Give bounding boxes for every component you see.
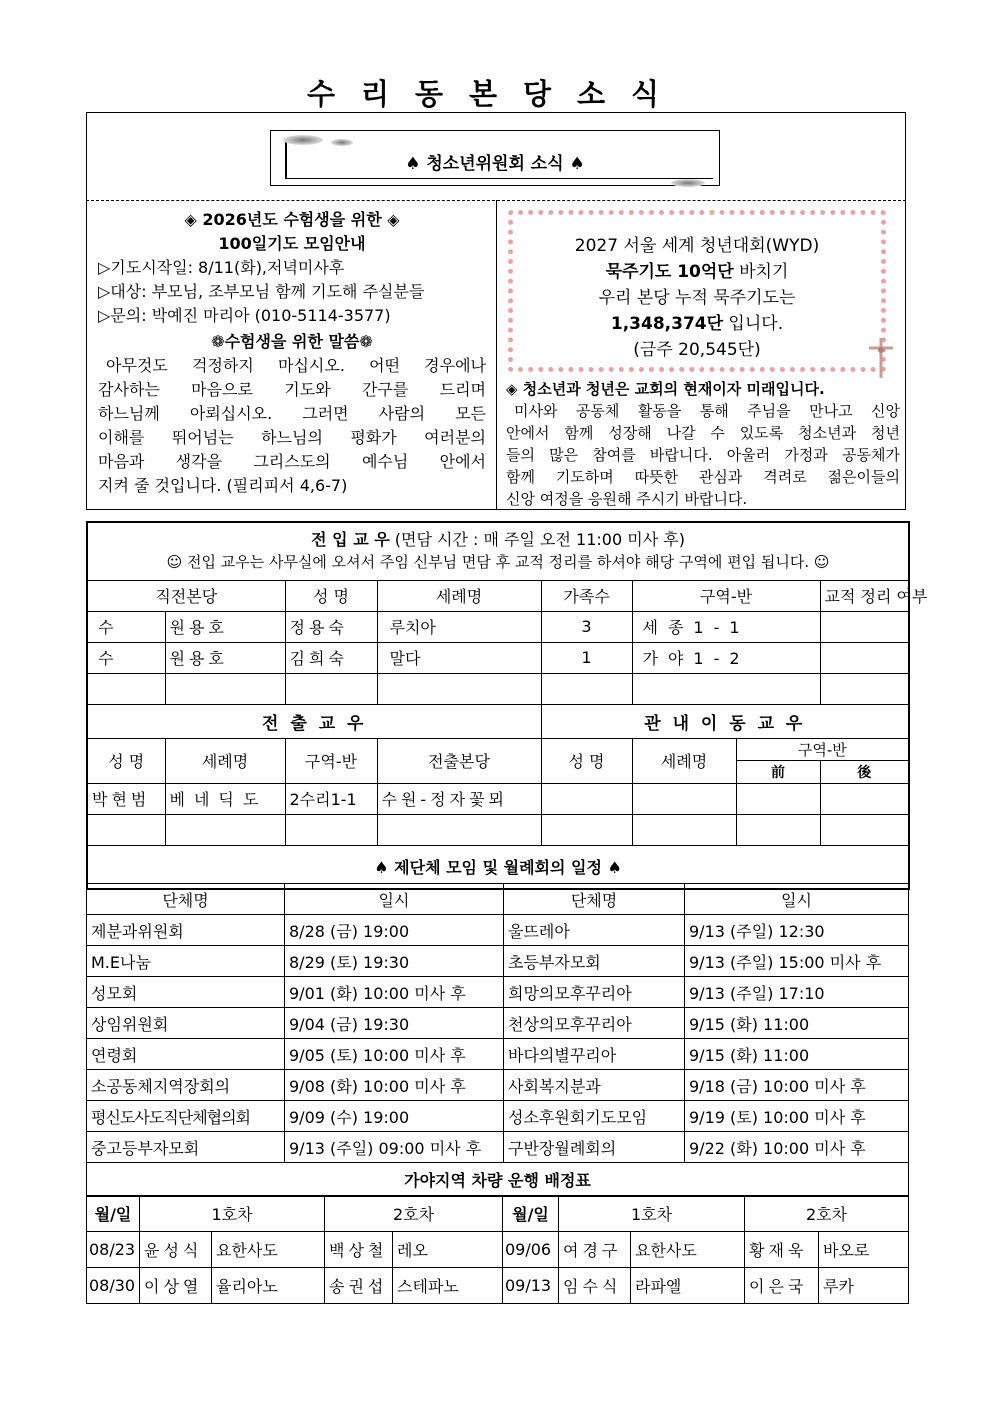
destination-cell: 수원-정자꽃뫼 — [377, 783, 541, 814]
col-header: 일시 — [685, 884, 909, 915]
driver-baptismal: 스테파노 — [393, 1268, 503, 1304]
youth-line: 안에서 함께 성장해 나갈 수 있도록 청소년과 청년 — [506, 424, 900, 442]
group-date: 9/05 (토) 10:00 미사 후 — [285, 1039, 504, 1070]
internal-move-title: 관 내 이 동 교 우 — [541, 704, 909, 738]
date-cell: 08/23 — [87, 1232, 140, 1268]
name-cell: 김희숙 — [285, 642, 377, 673]
group-name: 중고등부자모회 — [87, 1132, 285, 1163]
table-row — [87, 611, 909, 642]
col-header: 단체명 — [87, 884, 285, 915]
col-header: 전출본당 — [377, 738, 541, 783]
col-header: 월/일 — [87, 1196, 140, 1232]
youth-line: 미사와 공동체 활동을 통해 주님을 만나고 신앙 — [514, 402, 900, 420]
transfer-in-title-row — [87, 522, 909, 580]
group-date: 9/18 (금) 10:00 미사 후 — [685, 1070, 909, 1101]
rosary-line — [513, 259, 881, 285]
group-date: 9/08 (화) 10:00 미사 후 — [285, 1070, 504, 1101]
col-header: 직전본당 — [87, 580, 285, 611]
driver-name: 윤성식 — [140, 1232, 212, 1268]
group-date: 9/04 (금) 19:30 — [285, 1008, 504, 1039]
transfer-in-header — [87, 522, 909, 580]
vehicle-headers — [87, 1196, 909, 1232]
driver-baptismal: 율리아노 — [212, 1268, 325, 1304]
baptismal-cell: 말다 — [377, 642, 541, 673]
transfer-out-title: 전 출 교 우 — [87, 704, 541, 738]
exam-prayer-notice — [98, 208, 486, 498]
col-header: 구역-반 — [285, 738, 377, 783]
notice-heading: ◈ 2026년도 수험생을 위한 ◈ — [184, 210, 400, 229]
driver-baptismal: 라파엘 — [631, 1268, 745, 1304]
ink-splash-icon — [331, 139, 353, 146]
youth-message — [506, 378, 900, 510]
prev-parish-a: 수 — [87, 611, 165, 642]
youth-banner — [270, 130, 720, 186]
table-row — [87, 915, 909, 946]
driver-name: 이은국 — [745, 1268, 819, 1304]
col-header: 단체명 — [504, 884, 685, 915]
col-header: 일시 — [285, 884, 504, 915]
col-header: 1호차 — [559, 1196, 745, 1232]
table-row — [87, 946, 909, 977]
vehicle-table — [86, 1195, 909, 1304]
table-row — [87, 783, 909, 814]
group-name: 제분과위원회 — [87, 915, 285, 946]
group-name: M.E나눔 — [87, 946, 285, 977]
group-name: 상임위원회 — [87, 1008, 285, 1039]
table-row — [87, 814, 909, 845]
vehicle-title: 가야지역 차량 운행 배정표 — [87, 1163, 909, 1197]
group-date: 9/13 (주일) 09:00 미사 후 — [285, 1132, 504, 1163]
family-cell: 3 — [541, 611, 632, 642]
driver-baptismal: 바오로 — [819, 1232, 909, 1268]
table-row — [87, 1268, 909, 1304]
table-row — [87, 1039, 909, 1070]
driver-baptismal: 루카 — [819, 1268, 909, 1304]
words-line: 감사하는 마음으로 기도와 간구를 드리며 — [98, 380, 486, 399]
group-name: 사회복지분과 — [504, 1070, 685, 1101]
rosary-text — [513, 233, 881, 363]
group-name: 구반장월례회의 — [504, 1132, 685, 1163]
rosary-line: (금주 20,545단) — [633, 340, 761, 360]
prev-parish-b: 원용호 — [165, 642, 285, 673]
group-name: 희망의모후꾸리아 — [504, 977, 685, 1008]
driver-name: 백상철 — [325, 1232, 393, 1268]
transfer-in-title — [92, 529, 904, 551]
group-date: 8/29 (토) 19:30 — [285, 946, 504, 977]
date-cell: 08/30 — [87, 1268, 140, 1304]
driver-name: 임수식 — [559, 1268, 631, 1304]
col-header: 세례명 — [377, 580, 541, 611]
table-row — [87, 1070, 909, 1101]
ink-splash-icon — [283, 135, 323, 145]
rosary-goal: 묵주기도 10억단 — [605, 262, 734, 282]
youth-line: 함께 기도하며 따뜻한 관심과 격려로 젊은이들의 — [506, 468, 900, 486]
notice-subheading: 100일기도 모임안내 — [218, 234, 366, 253]
schedule-table — [86, 883, 909, 1197]
date-cell: 09/06 — [503, 1232, 559, 1268]
rosary-line — [513, 311, 881, 337]
rosary-goal-suffix: 바치기 — [733, 262, 789, 282]
area-cell: 2수리1-1 — [285, 783, 377, 814]
prayer-contact: ▷문의: 박예진 마리아 (010-5114-3577) — [98, 306, 391, 325]
group-date: 9/09 (수) 19:00 — [285, 1101, 504, 1132]
table-row — [87, 977, 909, 1008]
name-cell: 박현범 — [87, 783, 165, 814]
group-name: 성소후원회기도모임 — [504, 1101, 685, 1132]
group-name: 바다의별꾸리아 — [504, 1039, 685, 1070]
driver-name: 황재욱 — [745, 1232, 819, 1268]
driver-name: 여경구 — [559, 1232, 631, 1268]
col-header: 가족수 — [541, 580, 632, 611]
col-header: 성 명 — [285, 580, 377, 611]
driver-baptismal: 요한사도 — [212, 1232, 325, 1268]
group-name: 소공동체지역장회의 — [87, 1070, 285, 1101]
interview-time: (면담 시간 : 매 주일 오전 11:00 미사 후) — [389, 530, 685, 550]
baptismal-cell: 루치아 — [377, 611, 541, 642]
divider — [496, 200, 497, 510]
schedule-title: ♠ 제단체 모임 및 월례회의 일정 ♠ — [87, 845, 909, 889]
group-date: 9/13 (주일) 15:00 미사 후 — [685, 946, 909, 977]
banner-title: ♠ 청소년위원회 소식 ♠ — [405, 154, 585, 174]
prayer-target: ▷대상: 부모님, 조부모님 함께 기도해 주실분들 — [98, 282, 425, 301]
table-row — [87, 642, 909, 673]
words-line: 이해를 뛰어넘는 하느님의 평화가 여러분의 — [98, 428, 486, 447]
col-header: 2호차 — [325, 1196, 503, 1232]
ink-splash-icon — [671, 179, 705, 187]
col-header: 2호차 — [745, 1196, 909, 1232]
group-date: 9/22 (화) 10:00 미사 후 — [685, 1132, 909, 1163]
area-cell: 가야1-2 — [632, 642, 820, 673]
driver-baptismal: 레오 — [393, 1232, 503, 1268]
table-row — [87, 1132, 909, 1163]
group-date: 9/13 (주일) 17:10 — [685, 977, 909, 1008]
date-cell: 09/13 — [503, 1268, 559, 1304]
youth-heading: ◈ 청소년과 청년은 교회의 현재이자 미래입니다. — [506, 380, 825, 398]
family-cell: 1 — [541, 642, 632, 673]
main-table — [86, 521, 928, 890]
area-cell: 세종1-1 — [632, 611, 820, 642]
col-header: 구역-반 — [736, 738, 909, 761]
rosary-line: 2027 서울 세계 청년대회(WYD) — [574, 236, 820, 256]
group-name: 울뜨레아 — [504, 915, 685, 946]
prev-parish-b: 원용호 — [165, 611, 285, 642]
name-cell: 정용숙 — [285, 611, 377, 642]
group-date: 8/28 (금) 19:00 — [285, 915, 504, 946]
col-header: 세례명 — [632, 738, 736, 783]
words-line: 지켜 줄 것입니다. (필리피서 4,6-7) — [98, 476, 348, 495]
col-header: 구역-반 — [632, 580, 820, 611]
rosary-line: 우리 본당 누적 묵주기도는 — [598, 288, 796, 308]
group-name: 성모회 — [87, 977, 285, 1008]
baptismal-cell: 베네딕도 — [165, 783, 285, 814]
group-date: 9/19 (토) 10:00 미사 후 — [685, 1101, 909, 1132]
rosary-total-suffix: 입니다. — [723, 314, 784, 334]
group-date: 9/15 (화) 11:00 — [685, 1039, 909, 1070]
table-row — [87, 1101, 909, 1132]
transfer-in-headers — [87, 580, 909, 611]
table-row — [87, 673, 909, 704]
prev-parish-a: 수 — [87, 642, 165, 673]
transfer-out-headers — [87, 738, 909, 761]
col-header: 월/일 — [503, 1196, 559, 1232]
vehicle-title-row — [87, 1163, 909, 1197]
group-date: 9/01 (화) 10:00 미사 후 — [285, 977, 504, 1008]
youth-line: 신앙 여정을 응원해 주시기 바랍니다. — [506, 490, 748, 508]
driver-name: 이상열 — [140, 1268, 212, 1304]
col-header-after: 後 — [820, 761, 909, 784]
crucifix-icon — [866, 336, 896, 380]
words-line: 하느님께 아뢰십시오. 그러면 사람의 모든 — [98, 404, 486, 423]
prayer-start: ▷기도시작일: 8/11(화),저녁미사후 — [98, 258, 345, 277]
col-header: 1호차 — [140, 1196, 325, 1232]
status-cell — [820, 611, 909, 642]
schedule-headers — [87, 884, 909, 915]
group-name: 평신도사도직단체협의회 — [87, 1101, 285, 1132]
page-title: 수리동본당소식 — [306, 77, 686, 111]
col-header-before: 前 — [736, 761, 820, 784]
col-header: 성 명 — [87, 738, 165, 783]
col-header: 교적 정리 여부 — [820, 580, 909, 611]
driver-name: 송권섭 — [325, 1268, 393, 1304]
status-cell — [820, 642, 909, 673]
words-line: 아무것도 걱정하지 마십시오. 어떤 경우에나 — [106, 356, 486, 375]
driver-baptismal: 요한사도 — [631, 1232, 745, 1268]
group-date: 9/15 (화) 11:00 — [685, 1008, 909, 1039]
rosary-frame — [508, 210, 886, 372]
transfer-in-note: ☺ 전입 교우는 사무실에 오셔서 주임 신부님 면담 후 교적 정리를 하셔야 해당 구역에 편입 됩니다. ☺ — [166, 553, 830, 572]
transfer-in-title-text: 전 입 교 우 — [311, 530, 390, 550]
section-titles-row — [87, 704, 909, 738]
rosary-total: 1,348,374단 — [610, 314, 724, 334]
youth-line: 들의 많은 참여를 바랍니다. 아울러 가정과 공동체가 — [506, 446, 900, 464]
group-name: 초등부자모회 — [504, 946, 685, 977]
words-line: 마음과 생각을 그리스도의 예수님 안에서 — [98, 452, 486, 471]
group-name: 천상의모후꾸리아 — [504, 1008, 685, 1039]
group-name: 연령회 — [87, 1039, 285, 1070]
table-row — [87, 1232, 909, 1268]
table-row — [87, 1008, 909, 1039]
group-date: 9/13 (주일) 12:30 — [685, 915, 909, 946]
col-header: 세례명 — [165, 738, 285, 783]
words-title: ❁수험생을 위한 말씀❁ — [211, 332, 373, 351]
col-header: 성 명 — [541, 738, 632, 783]
